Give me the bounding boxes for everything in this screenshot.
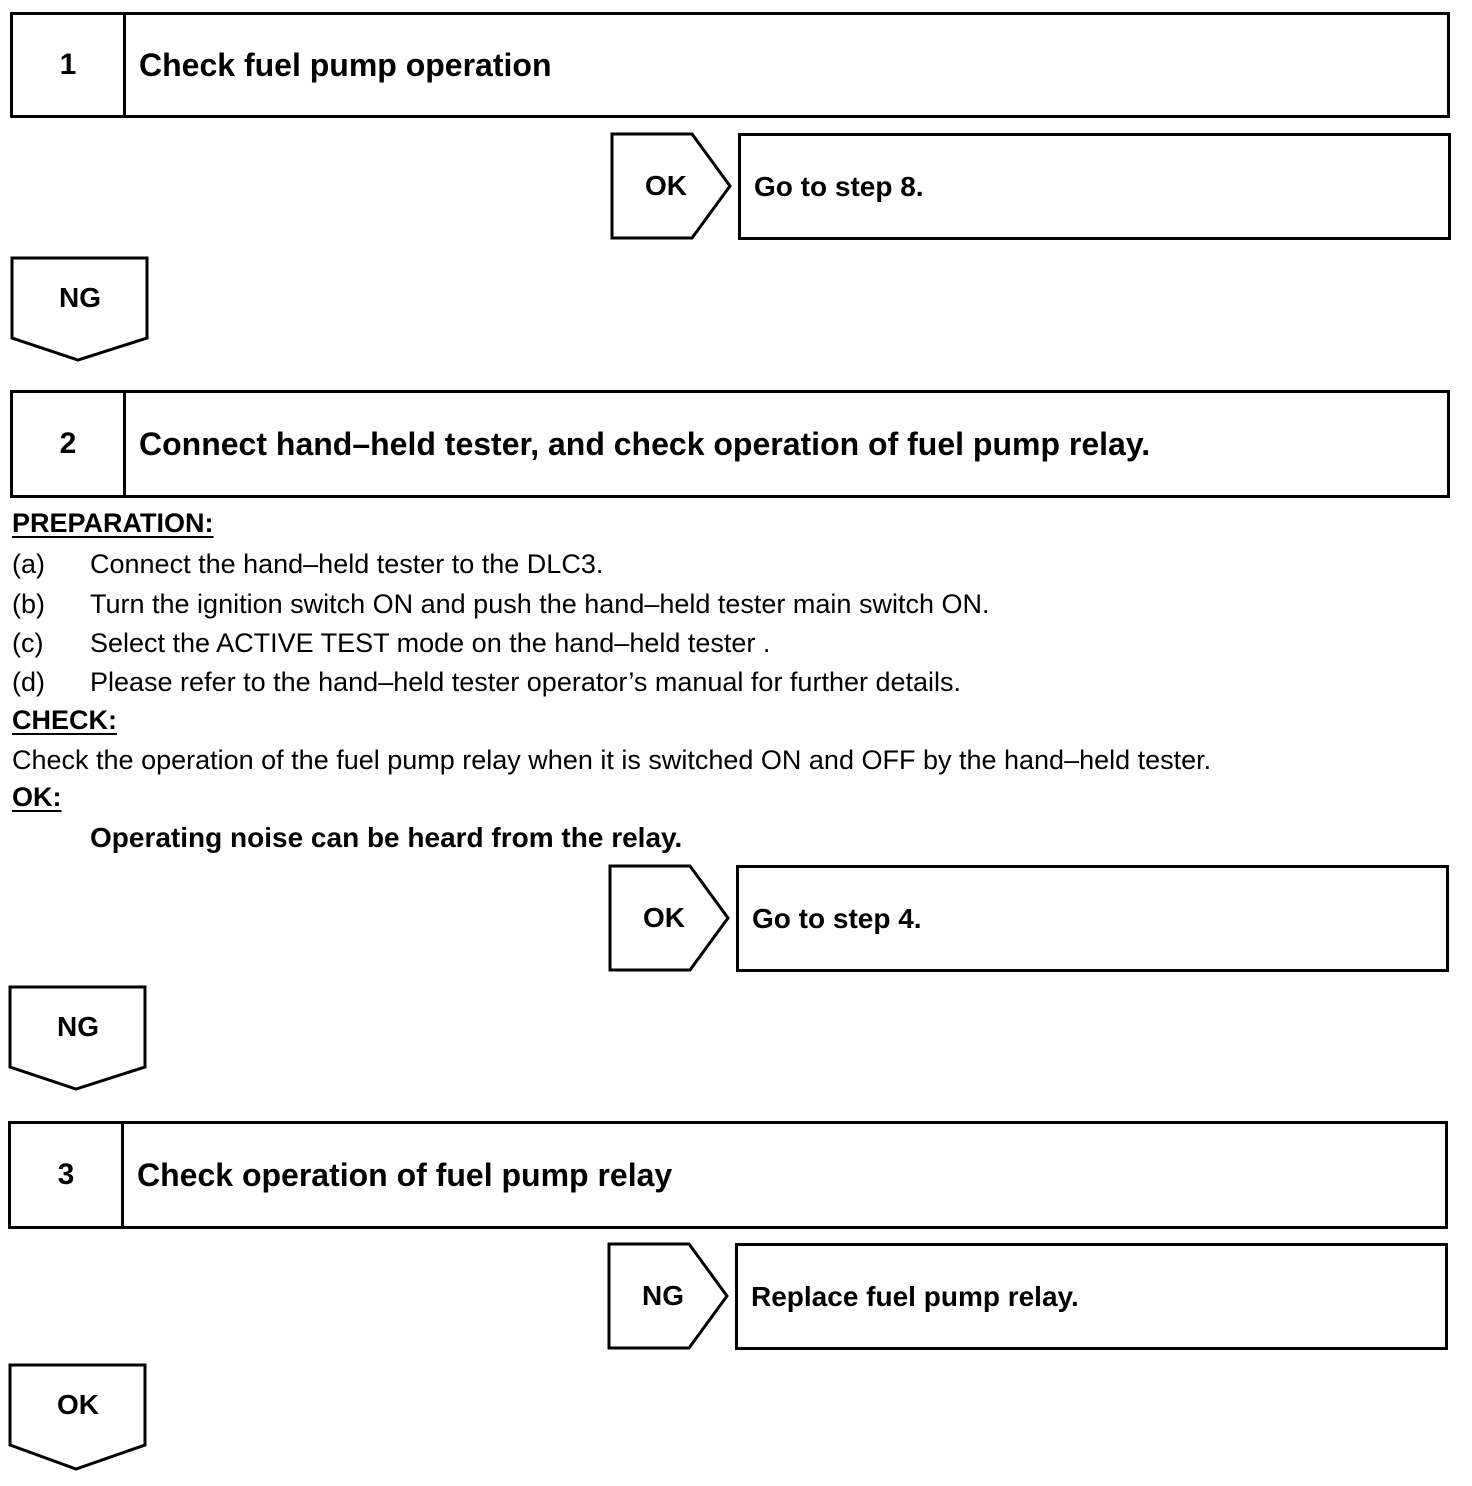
check-text: Check the operation of the fuel pump relay when it is switched ON and OFF by the hand–held tester. xyxy=(12,745,1212,775)
preparation-item: Connect the hand–held tester to the DLC3. xyxy=(90,549,604,579)
step-3-ok-label: OK xyxy=(57,1389,99,1420)
step-3-title: Check operation of fuel pump relay xyxy=(137,1156,673,1193)
step-3-ng-arrow xyxy=(607,1242,733,1350)
step-1-ng-arrow xyxy=(10,256,150,364)
preparation-index: (c) xyxy=(12,628,44,658)
step-3-ng-label: NG xyxy=(642,1280,684,1311)
preparation-item: Select the ACTIVE TEST mode on the hand–held tester . xyxy=(90,628,771,658)
step-2-ng-arrow xyxy=(8,985,148,1093)
step-2-title: Connect hand–held tester, and check operation of fuel pump relay. xyxy=(139,425,1151,462)
step-1-number: 1 xyxy=(13,15,126,115)
step-1-ng-label: NG xyxy=(59,282,101,313)
step-1-box xyxy=(10,12,1450,118)
preparation-index: (d) xyxy=(12,667,45,697)
step-3-box xyxy=(8,1121,1448,1229)
step-2-number: 2 xyxy=(13,393,126,495)
step-1-ok-arrow xyxy=(610,132,736,240)
check-heading: CHECK: xyxy=(12,705,117,735)
preparation-index: (b) xyxy=(12,589,45,619)
step-2-ng-label: NG xyxy=(57,1011,99,1042)
step-3-number: 3 xyxy=(11,1124,124,1226)
preparation-item: Turn the ignition switch ON and push the hand–held tester main switch ON. xyxy=(90,589,990,619)
step-1-ok-label: OK xyxy=(645,170,687,201)
step-2-ok-label: OK xyxy=(643,902,685,933)
step-2-ok-arrow xyxy=(608,864,734,972)
step-3-ng-result: Replace fuel pump relay. xyxy=(735,1243,1448,1350)
step-1-title: Check fuel pump operation xyxy=(139,46,552,83)
step-3-ok-arrow xyxy=(8,1363,148,1473)
ok-spec-text: Operating noise can be heard from the relay. xyxy=(90,822,683,853)
ok-spec-heading: OK: xyxy=(12,782,62,812)
step-1-ok-result: Go to step 8. xyxy=(738,133,1451,240)
step-2-ok-result: Go to step 4. xyxy=(736,865,1449,972)
step-2-box xyxy=(10,390,1450,498)
preparation-item: Please refer to the hand–held tester operator’s manual for further details. xyxy=(90,667,962,697)
preparation-heading: PREPARATION: xyxy=(12,508,214,538)
preparation-index: (a) xyxy=(12,549,45,579)
